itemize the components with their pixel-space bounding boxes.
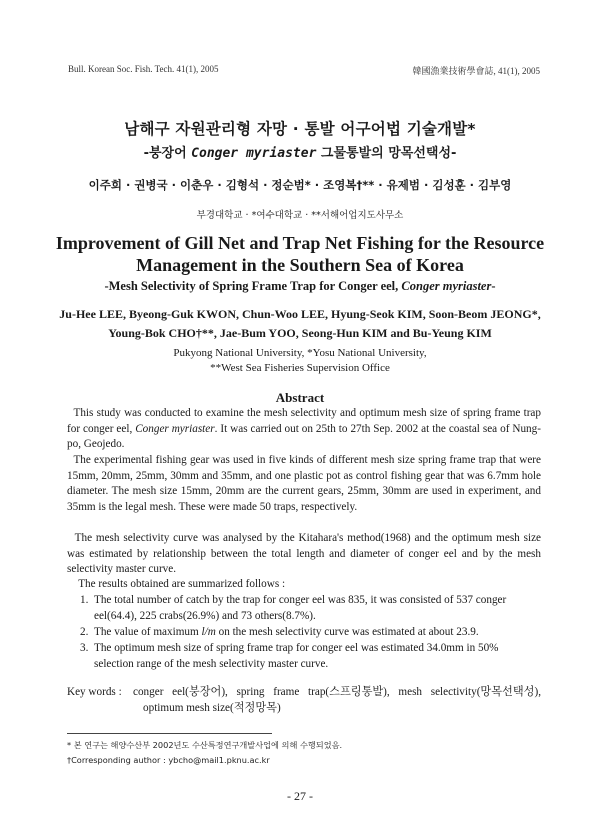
english-affiliation-line1: Pukyong National University, *Yosu National University,	[173, 347, 427, 359]
english-subtitle-post: -	[491, 279, 496, 293]
abstract-p1-post: . It was carried out on 25th to 27th Sep. 2002 at the coastal sea of Nung-po, Geojedo.	[67, 422, 541, 451]
korean-subtitle	[40, 142, 560, 161]
korean-subtitle-pre: -붕장어	[143, 146, 192, 161]
english-subtitle-latin: Conger myriaster	[401, 279, 492, 293]
abstract-p4-text: The results obtained are summarized follows :	[78, 578, 286, 590]
result-number: 1.	[80, 594, 89, 606]
result-text-post: on the mesh selectivity curve was estimated at about 23.9.	[215, 626, 479, 638]
english-authors	[40, 305, 560, 343]
abstract-p2-text: The experimental fishing gear was used in five kinds of different mesh size spring frame trap that were 15mm, 20mm, 25mm, 30mm and 35mm, and one plastic pot as control fishing gear that was 6.7mm hole diameter. The mesh size 15mm, 20mm are the current gears, 25mm, 30mm are used in experiment, and 35mm is the legal mesh. These were made 50 traps, respectively.	[67, 454, 541, 513]
english-authors-line1: Ju-Hee LEE, Byeong-Guk KWON, Chun-Woo LEE, Hyung-Seok KIM, Soon-Beom JEONG*,	[59, 307, 541, 321]
result-text	[94, 625, 541, 641]
result-variable: l/m	[201, 626, 216, 638]
english-title-line1: Improvement of Gill Net and Trap Net Fishing for the Resource	[55, 233, 545, 253]
result-item-2	[80, 625, 541, 641]
abstract-p1-latin: Conger myriaster	[135, 422, 215, 435]
result-number: 2.	[80, 626, 89, 638]
result-item-3	[80, 641, 541, 672]
abstract-paragraph-1	[67, 406, 541, 453]
keywords-label: Key words :	[67, 686, 122, 698]
korean-authors: 이주희 · 권병국 · 이춘우 · 김형석 · 정순범* · 조영복†** · 유제범 · 김성훈 · 김부영	[88, 178, 512, 192]
running-header-left: Bull. Korean Soc. Fish. Tech. 41(1), 2005	[68, 64, 219, 74]
result-text: The optimum mesh size of spring frame trap for conger eel was estimated 34.0mm in 50% selection range of the mesh selectivity master curve.	[94, 642, 499, 670]
result-text: The total number of catch by the trap for conger eel was 835, it was consisted of 537 conger eel(64.4), 225 crabs(26.9%) and 73 others(8.7%).	[94, 594, 507, 622]
result-number: 3.	[80, 642, 89, 654]
english-affiliation-line2: **West Sea Fisheries Supervision Office	[210, 362, 390, 374]
english-subtitle-pre: -Mesh Selectivity of Spring Frame Trap for Conger eel,	[104, 279, 402, 293]
keywords-line1: conger eel(붕장어), spring frame trap(스프링통발), mesh selectivity(망목선택성),	[133, 686, 541, 698]
english-title	[40, 232, 560, 276]
running-header-right: 韓國漁業技術學會誌, 41(1), 2005	[412, 66, 540, 76]
abstract-p1-pre: This study was conducted to examine the mesh selectivity and optimum mesh size of spring frame trap for conger eel,	[67, 407, 541, 435]
footnote-corresponding-author: †Corresponding author : ybcho@mail1.pknu.ac.kr	[67, 755, 270, 765]
abstract-paragraph-3	[67, 531, 541, 578]
abstract-paragraph-4	[67, 577, 541, 593]
keywords-line2: optimum mesh size(적정망목)	[143, 702, 281, 714]
result-text-pre: The value of maximum	[94, 626, 202, 638]
english-affiliation	[40, 346, 560, 376]
english-title-line2: Management in the Southern Sea of Korea	[136, 255, 464, 275]
page-number: - 27 -	[287, 789, 313, 803]
korean-affiliation: 부경대학교 · *여수대학교 · **서해어업지도사무소	[196, 210, 404, 221]
korean-title: 남해구 자원관리형 자망 · 통발 어구어법 기술개발*	[124, 120, 476, 138]
result-item-1	[80, 593, 541, 624]
abstract-heading: Abstract	[275, 390, 325, 405]
korean-subtitle-latin: Conger myriaster	[191, 146, 317, 161]
footnote-funding: * 본 연구는 해양수산부 2002년도 수산특정연구개발사업에 의해 수행되었음.	[67, 740, 343, 750]
abstract-p3-text: The mesh selectivity curve was analysed by the Kitahara's method(1968) and the optimum mesh size was estimated by relationship between the total length and diameter of conger eel and by the mesh selectivity master curve.	[67, 532, 541, 576]
korean-subtitle-post: 그물통발의 망목선택성-	[316, 146, 457, 161]
english-authors-line2: Young-Bok CHO†**, Jae-Bum YOO, Seong-Hun KIM and Bu-Yeung KIM	[108, 326, 492, 340]
abstract-paragraph-2	[67, 453, 541, 515]
english-subtitle	[40, 279, 560, 294]
footnote-divider	[67, 733, 272, 734]
